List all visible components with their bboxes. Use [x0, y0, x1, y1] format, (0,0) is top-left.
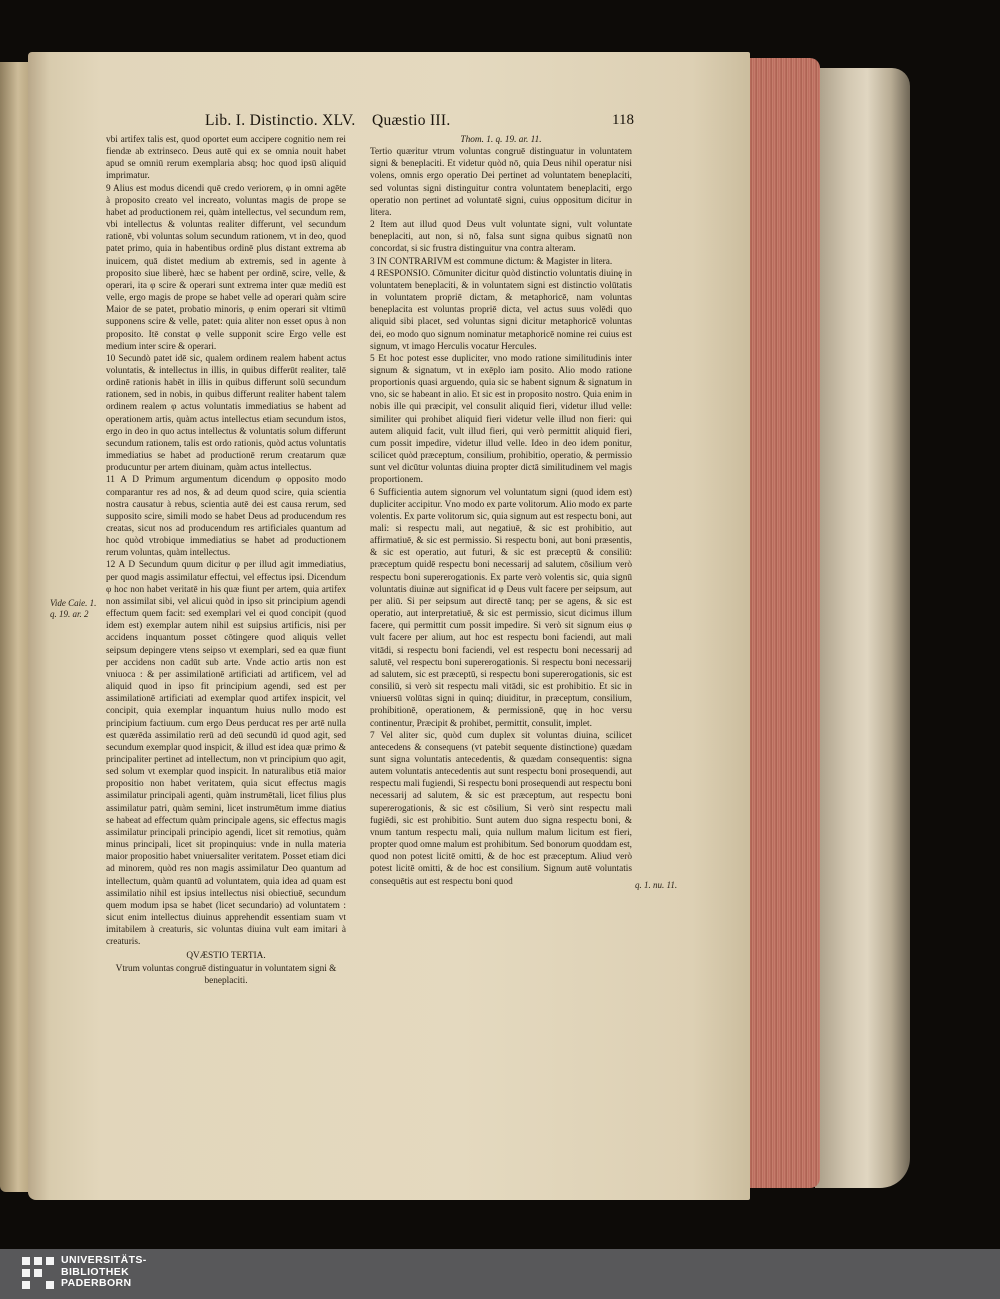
running-head-right: Quæstio III. — [372, 112, 451, 129]
left-column — [106, 134, 346, 987]
running-head-left: Lib. I. Distinctio. XLV. — [205, 112, 356, 129]
paragraph: 10 Secundò patet idē sic, qualem ordinem realem habent actus voluntatis, & intellectus in illis, in quibus differūt realiter, talē ordinē rationis habēt in illis in quibus differunt solū secundum rationem, sed in nobis, in quibus differunt realiter habent talem ordinem realem φ actus voluntatis immediatius se habent ad operationem artis, quàm actus intellectus etiam secundum istos, ergo in deo in quo actus intellectus & voluntatis solum differunt secundum rationem, talis est ordo rationis, quòd actus voluntatis immediatius se habet ad productionē rerum creatarum quæ producuntur per artem diuinam, quàm actus intellectus. — [106, 353, 346, 474]
library-name — [61, 1255, 147, 1290]
right-column — [370, 134, 632, 888]
paragraph: 5 Et hoc potest esse dupliciter, vno modo ratione similitudinis inter signum & signatum, vt in exēplo iam posito. Alio modo ratione proportionis quasi arguendo, quia sic se habent signum & signatum in vno, sic se habeant in alio. Et sic est in proposito nostro. Quia enim in nobis ille qui præcipit, vel consulit aliquid fieri, videtur illud velle: similiter qui prohibet aliquid fieri videtur velle illud non fieri: qui autem aliquid facit, vult illud fieri, qui verò permittit aliquid fieri, cum possit impedire, videtur illud velle. Ideo in deo idem ponitur, scilicet quòd præceptum, consilium, prohibitio, operatio, & permissio sunt vel dicūtur voluntas diuina propter dictā similitudinem vel magis proportionem. — [370, 353, 632, 486]
library-logo-icon — [22, 1257, 54, 1291]
paragraph: Tertio quæritur vtrum voluntas congruē distinguatur in voluntatem signi & beneplaciti. Et videtur quòd nō, quia Deus nihil operatur nisi volens, omnis ergo operatio Dei pertinet ad voluntatem beneplaciti, sed voluntas signi distinguitur contra voluntatem beneplaciti, ergo operatio non pertinet ad voluntatē signi, cuius oppositum dicitur in litera. — [370, 147, 632, 218]
library-name-line: PADERBORN — [61, 1277, 132, 1289]
book-cover-edge — [815, 68, 910, 1188]
library-name-line: UNIVERSITÄTS- — [61, 1254, 147, 1266]
question-subtitle: Vtrum voluntas congruē distinguatur in voluntatem signi & beneplaciti. — [115, 963, 337, 986]
red-page-edges — [748, 58, 820, 1188]
paragraph: 9 Alius est modus dicendi quē credo veriorem, φ in omni agēte à proposito creato vel increato, voluntas magis de prope se habet ad productionem rei, quàm intellectus, vel secundum rem, vbi intellectus & voluntas realiter differunt, vel secundum rationē, vbi voluntas solum secundum rationem, vt in deo, quod patet primo, quia in habentibus ordinē plus distant extrema ab inuicem, quā distet medium ab extremis, sed in agente à proposito siue liberè, hæc se habent per ordinē, scire, velle, & operari, ita φ scire & operari sunt extrema inter quæ mediū est velle, ergo magis de prope se habet velle ad operari quàm scire Maior de se patet, probatio minoris, φ enim operari sit vltimū supponens scire & velle, patet: quia aliter non esset opus à non proposito. Itē constat φ velle supponit scire Ergo velle est medium inter scire & operari. — [106, 183, 346, 352]
paragraph: 3 IN CONTRARIVM est commune dictum: & Magister in litera. — [370, 256, 613, 267]
paragraph: 2 Item aut illud quod Deus vult voluntate signi, vult voluntate beneplaciti, aut non, si nō, falsa sunt signa quibus signatū non concordat, si sic frustra distinguitur vna contra alteram. — [370, 220, 632, 255]
reference-note: Thom. 1. q. 19. ar. 11. — [460, 135, 542, 145]
folio-number: 118 — [612, 112, 634, 128]
question-title: QVÆSTIO TERTIA. — [186, 951, 266, 962]
facing-page-edge — [0, 62, 30, 1192]
paragraph: 11 A D Primum argumentum dicendum φ opposito modo comparantur res ad nos, & ad deum quod scire, quia scientia nostra causatur à rebus, scientia autē dei est causa rerum, sed supposito scire, simili modo se habet Deus ad producendum res creatas, sicut nos ad producendum res artificiales quantum ad hoc quòd vtrobique immediatius se habet ad productionem rerum voluntas, quàm intellectus. — [106, 475, 346, 559]
paragraph: 6 Sufficientia autem signorum vel voluntatum signi (quod idem est) dupliciter accipitur. Vno modo ex parte volitorum. Alio modo ex parte volentis. Ex parte volitorum sic, quia signum aut est respectu boni, aut mali: si respectu mali, aut negatiuē, & sic est prohibitio, aut affirmatiuē, & sic est permissio. Si respectu boni, aut boni præsentis, & sic est operatio, aut futuri, & sic est præceptū & consiliū: præceptum quidē respectu boni necessarij ad salutem, cōsilium verò respectu boni supererogationis. Ex parte verò volentis sic, quia signū voluntatis diuinæ aut significat id φ Deus vult facere per seipsum, aut per aliū. Si per seipsum aut directē tanq; per se agens, & sic est operatio, aut interpretatiuē, & sic est permissio, sicut dicimus illum facere, qui permittit cum possit impedire. Si verò sit signum eius φ vult facere per alium, aut hoc est respectu boni faciendi, aut mali vitādi, si respectu boni faciendi, vel est respectu boni necessarij ad salutē, vel respectu boni supererogationis. Si respectu boni necessarij ad salutem, sic est præceptū, si respectu boni supererogationis, sic est consiliū, si verò sit respectu mali vitādi, sic est prohibitio. Et sic in vniuersū volūtas signi in quinq; diuiditur, in præceptum, consilium, prohibitionē, operationem, & permissionē, quę in hoc versu continentur, Præcipit & prohibet, permittit, consulit, implet. — [370, 487, 632, 729]
paragraph: vbi artifex talis est, quod oportet eum accipere cognitio nem rei fiendæ ab extrinseco. Deus autē qui ex se omnia nouit habet apud se omniū rerum exemplaria absq; hoc quod ipsū aliquid imprimatur. — [106, 135, 346, 182]
paragraph: 12 A D Secundum quum dicitur φ per illud agit immediatius, per quod magis assimilatur effectui, vel effectus ipsi. Dicendum φ hoc non habet veritatē in his quæ fiunt per artem, quia artifex non assimilat sibi, vel alicui quòd in ipso sit principium agendi effectum quem facit: sed exemplari vel ei quod concipit (quod idem est) exemplar autem nihil est suipsius artificis, nisi per accidens inquantum posset cōtingere quod aliquis vellet seipsum depingere vtens seipso vt exemplari, sed ea quæ fiunt per accidens non cadūt sub arte. Vnde actio artis non est vniuoca : & per assimilationē artificiati ad artificem, vel ad aliquid quod in ipso fit principium agendi, sed est per assimilationē artificiati ad exemplar quod artifex inspicit, vel concipit, quia exemplar inquantum huius nullo modo est principium factiuum. cum ergo Deus perducat res per artē nulla est quærēda assimilatio rerū ad deū secundū id quod agit, sed secundum exemplar quod inspicit, & illud est idea quæ primo & principaliter pertinet ad intellectum, non vt principium quo agit, sed solum vt exemplar quod inspicit. In naturalibus etiā maior propositio non habet veritatem, quia sicut effectus magis assimilatur principali agenti, quàm instrumētali, licet filius plus assimilatur patri, quàm semini, licet instrumētum imme diatius se habeat ad effectum quàm principale agens, sic effectus magis assimilatur principali principio agendi, licet sit remotius, quàm minus principali, licet sit propinquius: vnde in nulla materia maior propositio habet vniuersaliter veritatem. Posset etiam dici ad minorem, quòd res non magis assimilatur Deo quantum ad intellectum, quàm quantū ad voluntatem, quia idea ad quam est assimilatio nihil est ipsius intellectus nisi obiectiuē, secundum quem modum ipsa se habet (licet secundario) ad voluntatem : sicut enim intellectus diuinus apprehendit essentiam suam vt imitabilem à creaturis, sic voluntas diuina vult eam imitari à creaturis. — [106, 560, 346, 948]
margin-note-right: q. 1. nu. 11. — [635, 880, 678, 890]
margin-note-left: Vide Caie. 1. q. 19. ar. 2 — [50, 598, 97, 619]
library-footer-bar — [0, 1249, 1000, 1299]
library-name-line: BIBLIOTHEK — [61, 1265, 130, 1278]
paragraph: 4 RESPONSIO. Cōmuniter dicitur quòd distinctio voluntatis diuinę in voluntatem beneplaciti, & in voluntatem signi est distinctio volūtatis in voluntatem propriē dictam, & metaphoricē, nam voluntas beneplacita est voluntas propriē dicta, vel actus suus volēdi quo aliquid sibi placet, sed voluntas signi dicitur metaphoricē voluntas dei, eo modo quo signum nominatur metaphoricē nomine rei cuius est signum, vt imago Herculis vocatur Hercules. — [370, 268, 632, 352]
paragraph: 7 Vel aliter sic, quòd cum duplex sit voluntas diuina, scilicet antecedens & consequens (vt patebit sequente distinctione) quædam sunt signa voluntatis antecedentis, & quædam consequentis: signa autem voluntatis antecedentis aut sunt respectu boni prosequendi, aut respectu mali fugiendi, Si respectu boni prosequendi aut respectu boni necessarij ad salutem, & sic est præceptum, aut respectu boni supererogationis, & sic est cōsilium, Si verò sint respectu mali fugiēdi, sic est prohibitio. Sunt autem duo signa respectu boni, & vnum tantum respectu mali, quia nullum malum licitum est fieri, propter quod omne malum est prohibitum. Sed bonorum quoddam est, quod non potest licitē omitti, & de hoc est præceptum. Aliud verò potest licitē omitti, & de hoc est consilium. Signum autē voluntatis consequētis aut est respectu boni quod — [370, 730, 632, 887]
